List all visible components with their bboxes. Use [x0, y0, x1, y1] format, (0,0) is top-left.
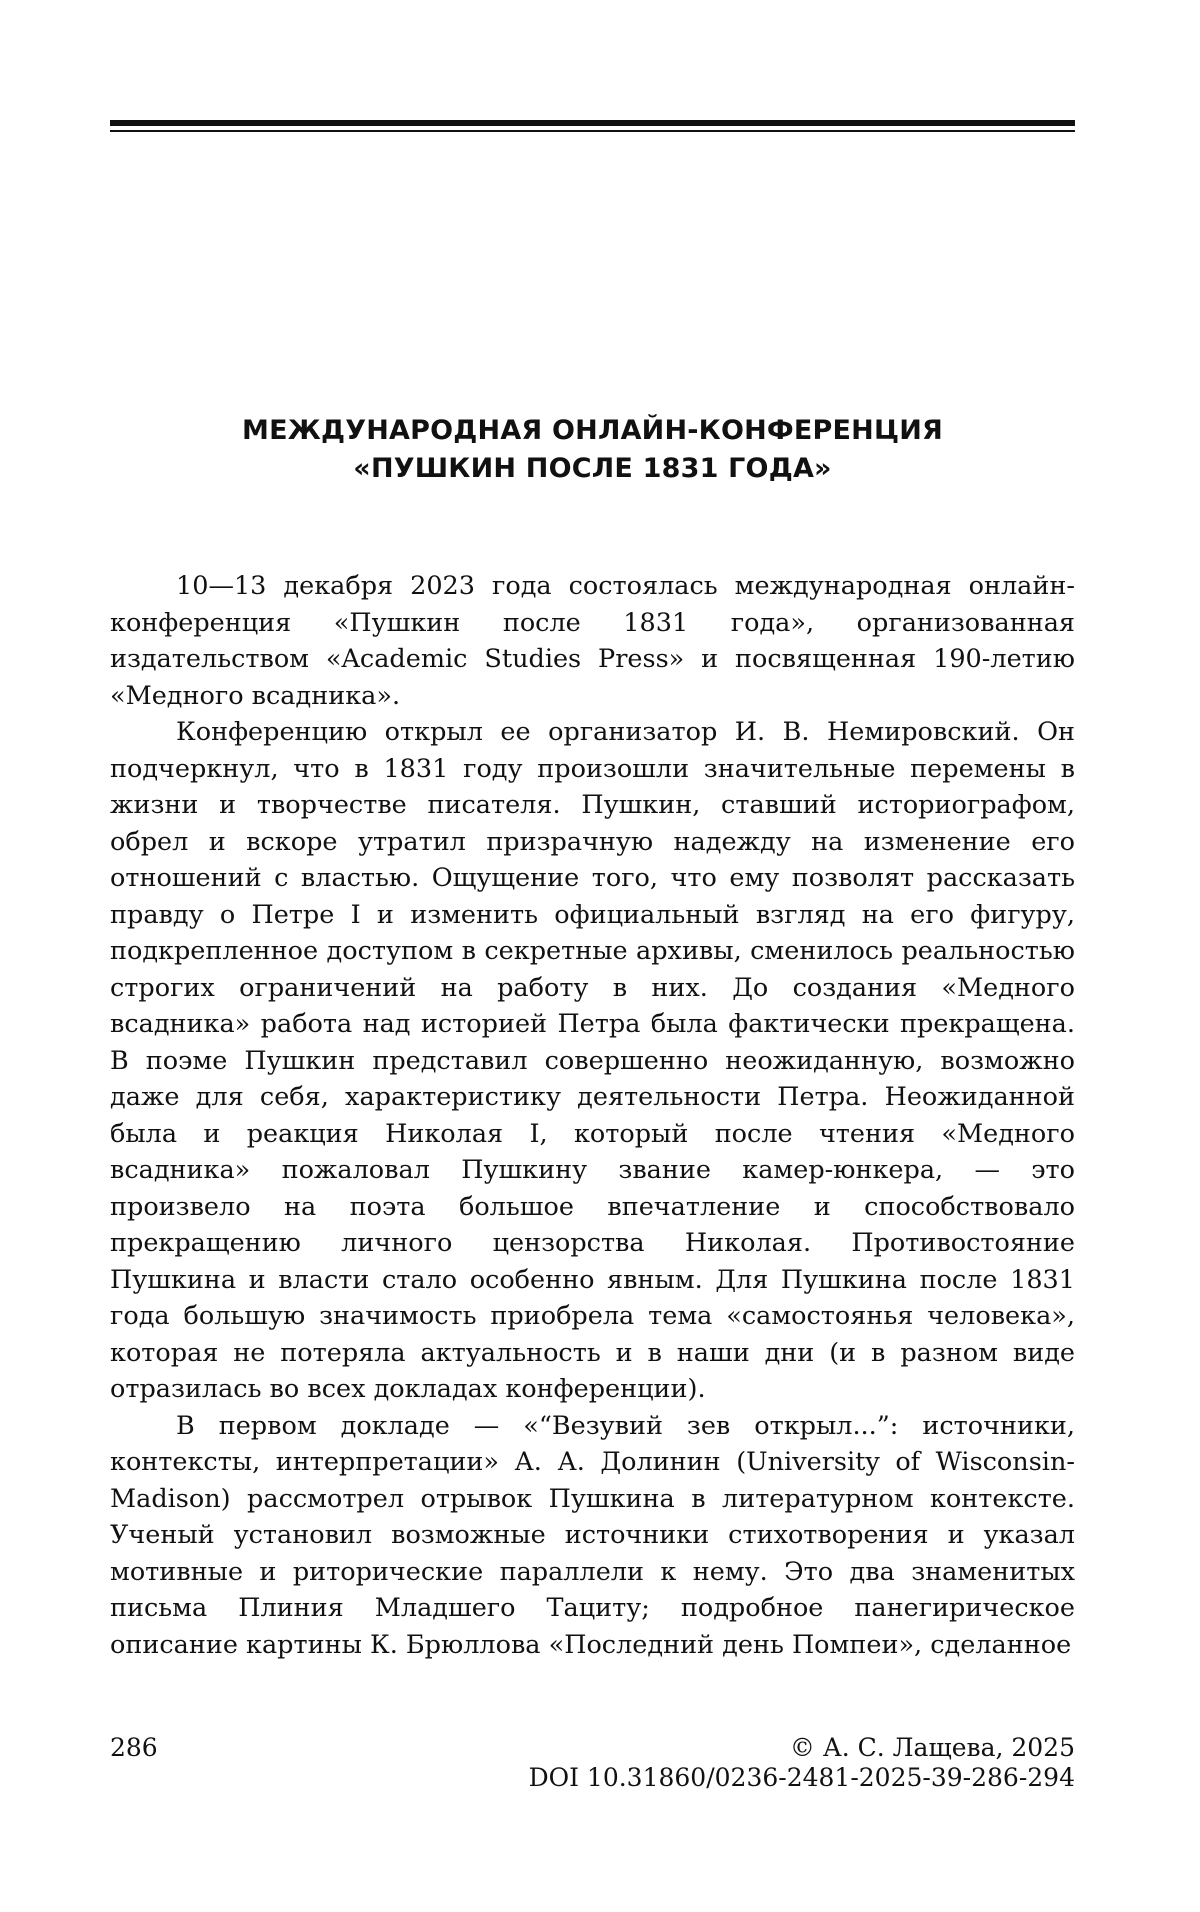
page [110, 0, 1075, 1912]
paragraph-2: Конференцию открыл ее организатор И. В. Немировский. Он подчеркнул, что в 1831 году произошли значительные перемены в жизни и творчестве писателя. Пушкин, ставший историографом, обрел и вскоре утратил призрачную надежду на изменение его отношений с властью. Ощущение того, что ему позволят рассказать правду о Петре I и изменить официальный взгляд на его фигуру, подкрепленное доступом в секретные архивы, сменилось реальностью строгих ограничений на работу в них. До создания «Медного всадника» работа над историей Петра была фактически прекращена. В поэме Пушкин представил совершенно неожиданную, возможно даже для себя, характеристику деятельности Петра. Неожиданной была и реакция Николая I, который после чтения «Медного всадника» пожаловал Пушкину звание камер-юнкера, — это произвело на поэта большое впечатление и способствовало прекращению личного цензорства Николая. Противостояние Пушкина и власти стало особенно явным. Для Пушкина после 1831 года большую значимость приобрела тема «самостоянья человека», которая не потеряла актуальность и в наши дни (и в разном виде отразилась во всех докладах конференции). [110, 717, 1075, 1404]
page-number: 286 [110, 1733, 158, 1762]
paragraph-3: В первом докладе — «“Везувий зев открыл...”: источники, контексты, интерпретации» А. А. Долинин (University of Wisconsin-Madison) рассмотрел отрывок Пушкина в литературном контексте. Ученый установил возможные источники стихотворения и указал мотивные и риторические параллели к нему. Это два знаменитых письма Плиния Младшего Тациту; подробное панегирическое описание картины К. Брюллова «Последний день Помпеи», сделанное [110, 1410, 1075, 1660]
copyright-notice: © А. С. Лащева, 2025 [789, 1733, 1075, 1762]
paragraph-1: 10—13 декабря 2023 года состоялась международная онлайн-конференция «Пушкин после 1831 года», организованная издательством «Academic Studies Press» и посвященная 190-летию «Медного всадника». [110, 571, 1075, 711]
article-title [110, 412, 1075, 488]
article-body [110, 568, 1075, 1663]
header-rule-thin [110, 130, 1075, 132]
header-rule-thick [110, 120, 1075, 126]
article-title-line-2: «ПУШКИН ПОСЛЕ 1831 ГОДА» [353, 453, 832, 484]
doi-identifier: DOI 10.31860/0236-2481-2025-39-286-294 [528, 1763, 1075, 1792]
article-title-line-1: МЕЖДУНАРОДНАЯ ОНЛАЙН-КОНФЕРЕНЦИЯ [242, 415, 943, 446]
